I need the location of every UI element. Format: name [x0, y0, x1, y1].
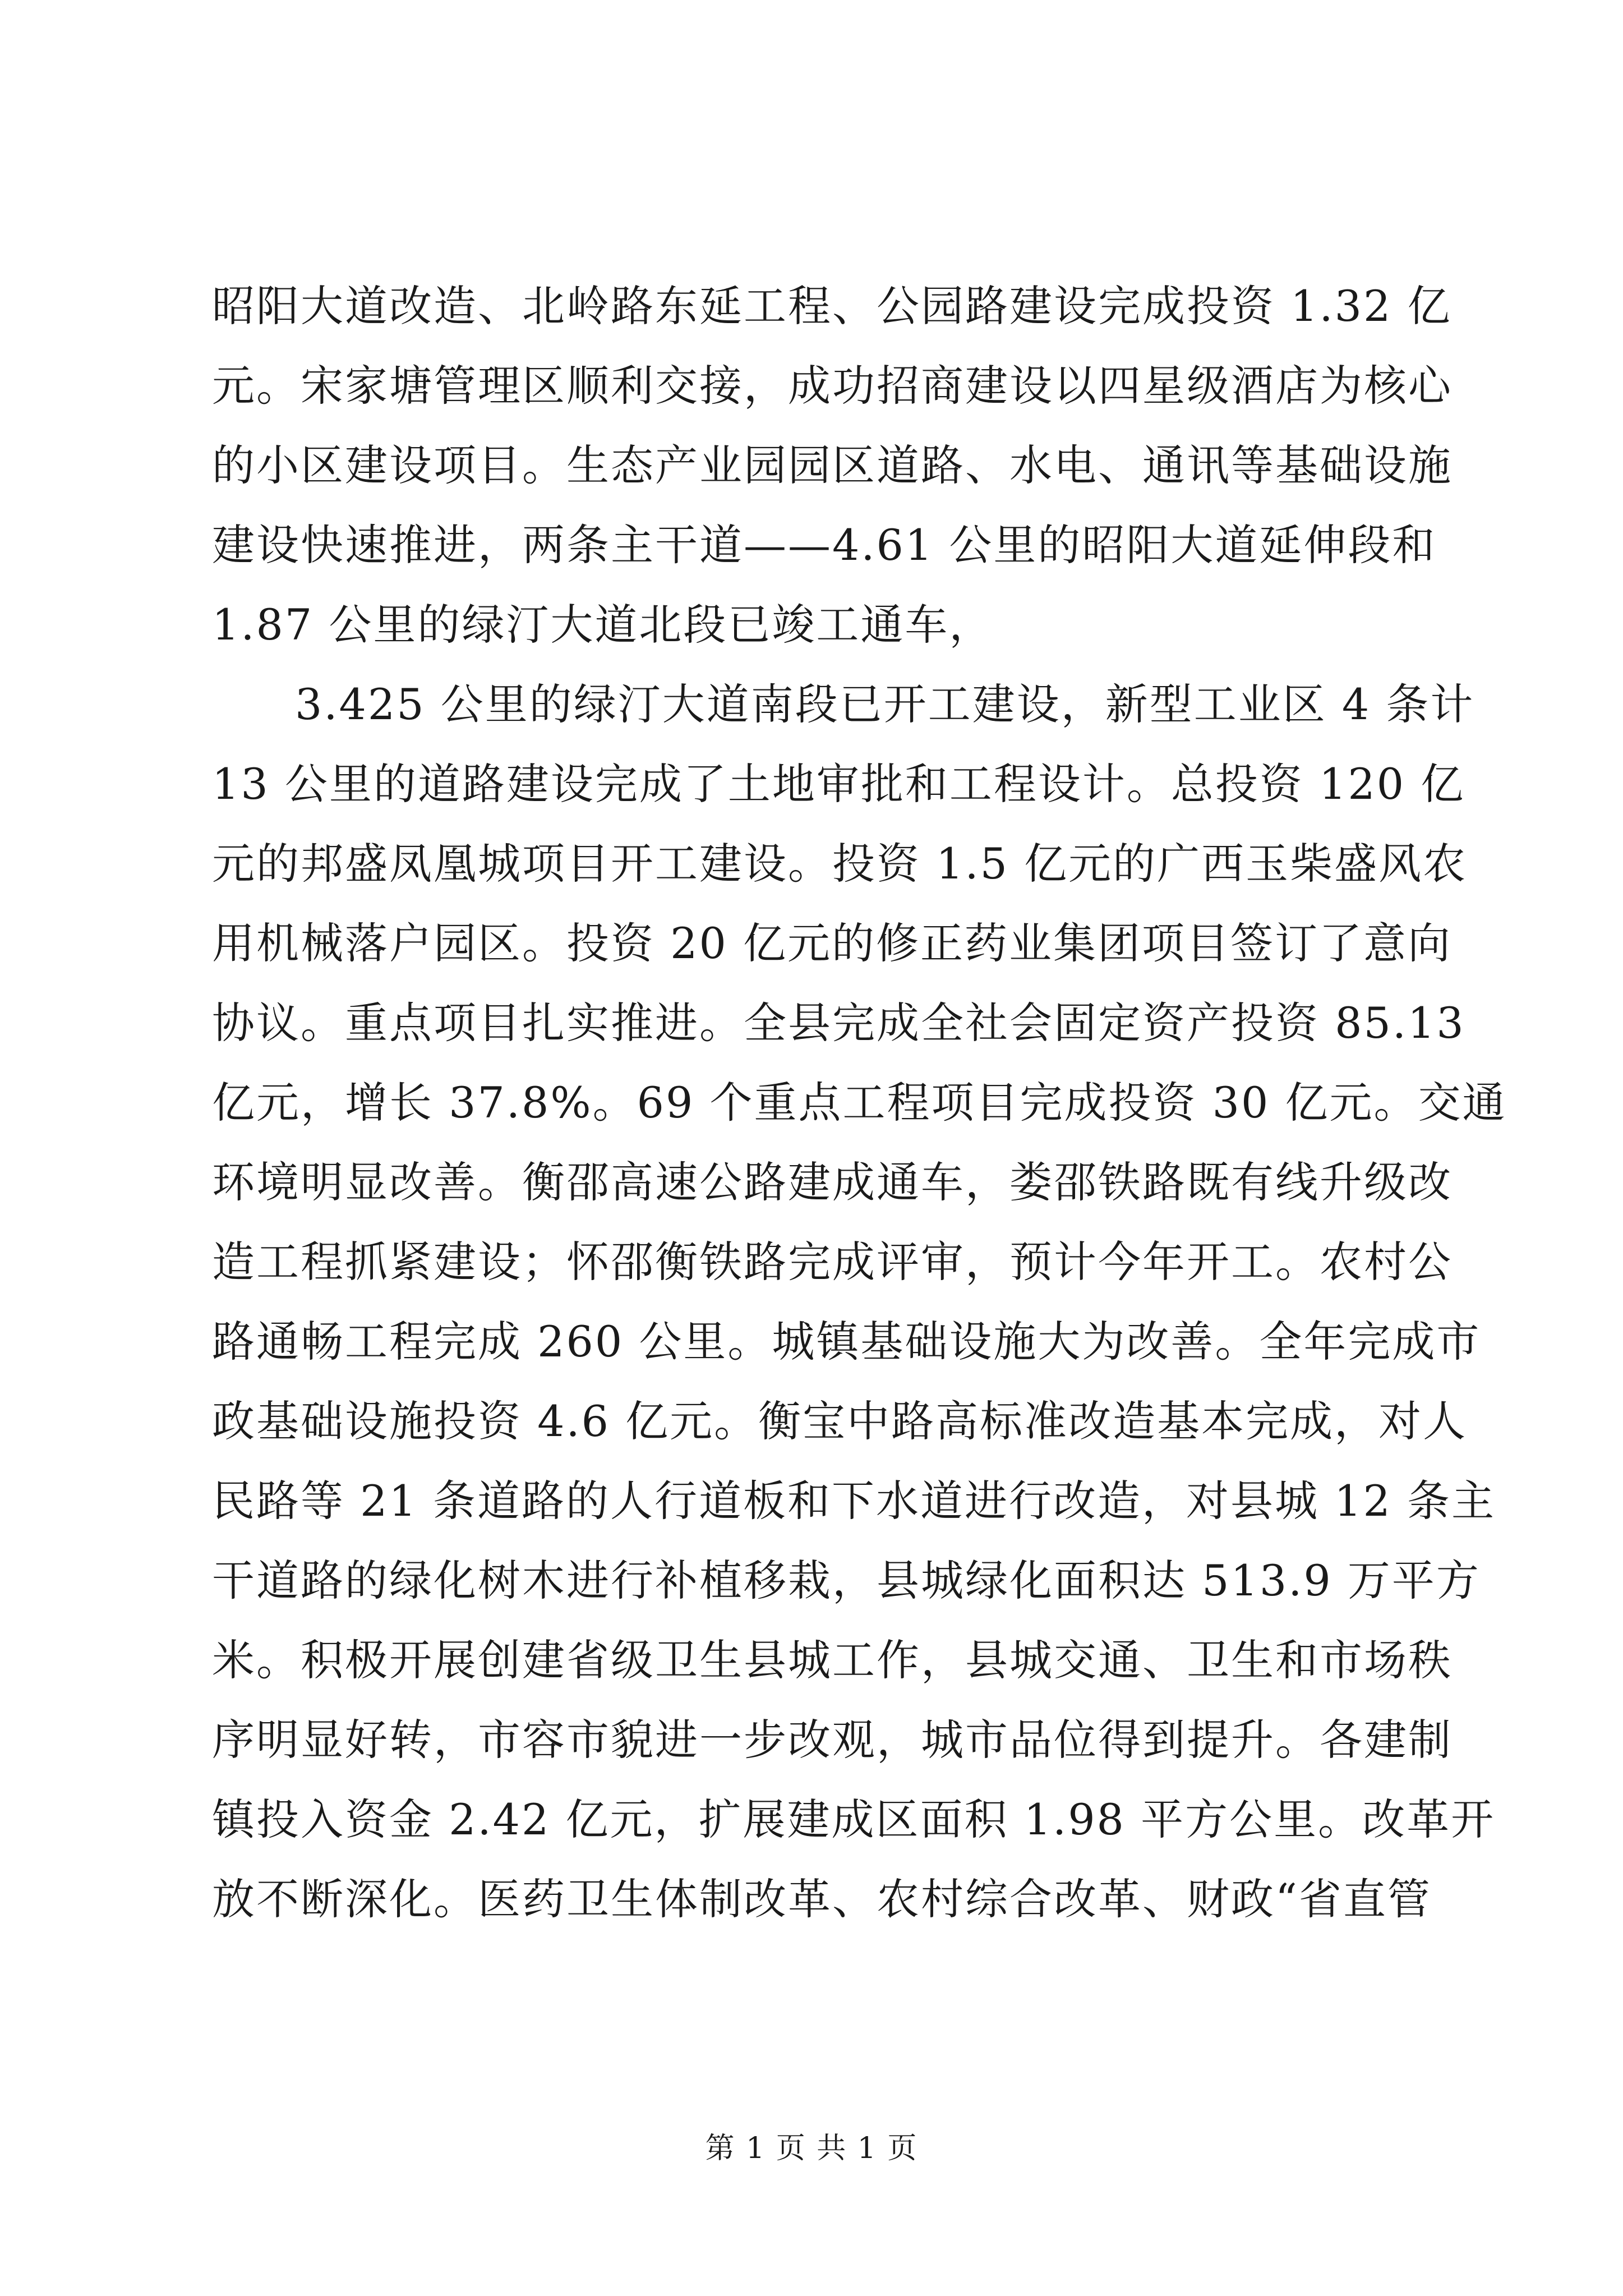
body-text: [212, 266, 1507, 1939]
text-line: 元的邦盛凤凰城项目开工建设。投资 1.5 亿元的广西玉柴盛风农: [212, 839, 1468, 889]
text-line: 建设快速推进，两条主干道——4.61 公里的昭阳大道延伸段和: [212, 520, 1437, 570]
text-line: 米。积极开展创建省级卫生县城工作，县城交通、卫生和市场秩: [212, 1635, 1453, 1685]
text-line: 的小区建设项目。生态产业园园区道路、水电、通讯等基础设施: [212, 440, 1453, 490]
text-line: 序明显好转，市容市貌进一步改观，城市品位得到提升。各建制: [212, 1715, 1453, 1765]
text-line: 政基础设施投资 4.6 亿元。衡宝中路高标准改造基本完成，对人: [212, 1396, 1468, 1446]
text-line: 1.87 公里的绿汀大道北段已竣工通车，: [212, 600, 994, 650]
text-line: 放不断深化。医药卫生体制改革、农村综合改革、财政“省直管: [212, 1874, 1432, 1924]
text-line: 造工程抓紧建设；怀邵衡铁路完成评审，预计今年开工。农村公: [212, 1237, 1453, 1287]
text-line: 协议。重点项目扎实推进。全县完成全社会固定资产投资 85.13: [212, 998, 1465, 1048]
text-line: 亿元，增长 37.8%。69 个重点工程项目完成投资 30 亿元。交通: [212, 1078, 1507, 1128]
text-line: 昭阳大道改造、北岭路东延工程、公园路建设完成投资 1.32 亿: [212, 281, 1452, 331]
text-line: 干道路的绿化树木进行补植移栽，县城绿化面积达 513.9 万平方: [212, 1556, 1481, 1605]
text-line: 用机械落户园区。投资 20 亿元的修正药业集团项目签订了意向: [212, 918, 1453, 968]
text-line: 元。宋家塘管理区顺利交接，成功招商建设以四星级酒店为核心: [212, 361, 1453, 411]
text-line: 民路等 21 条道路的人行道板和下水道进行改造，对县城 12 条主: [212, 1476, 1496, 1526]
text-line: 13 公里的道路建设完成了土地审批和工程设计。总投资 120 亿: [212, 759, 1465, 809]
text-line: 镇投入资金 2.42 亿元，扩展建成区面积 1.98 平方公里。改革开: [212, 1795, 1496, 1844]
text-line: 路通畅工程完成 260 公里。城镇基础设施大为改善。全年完成市: [212, 1317, 1481, 1366]
page-number-footer: 第 1 页 共 1 页: [705, 2132, 918, 2165]
text-line: 环境明显改善。衡邵高速公路建成通车，娄邵铁路既有线升级改: [212, 1157, 1453, 1207]
text-line: 3.425 公里的绿汀大道南段已开工建设，新型工业区 4 条计: [295, 679, 1475, 729]
